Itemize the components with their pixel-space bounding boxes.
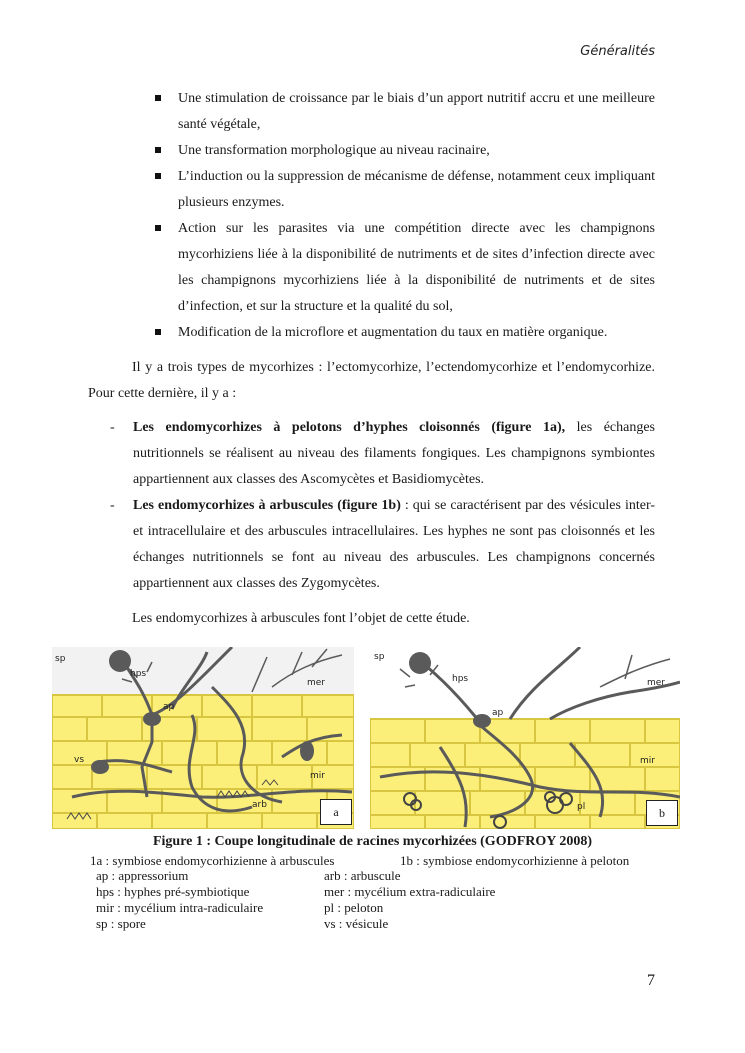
legend-item: sp : spore bbox=[96, 916, 146, 931]
list-item: Une transformation morphologique au niveau racinaire, bbox=[155, 138, 655, 164]
label-mir: mir bbox=[640, 756, 655, 766]
legend-right bbox=[324, 868, 495, 932]
list-item: Modification de la microflore et augmentation du taux en matière organique. bbox=[155, 320, 655, 346]
legend-item: pl : peloton bbox=[324, 900, 384, 915]
legend-item: mer : mycélium extra-radiculaire bbox=[324, 884, 496, 899]
dash-marker: - bbox=[110, 420, 115, 435]
figure-panel-a bbox=[52, 647, 354, 829]
bullet-list bbox=[155, 86, 655, 346]
running-header: Généralités bbox=[580, 44, 655, 59]
square-bullet-icon bbox=[155, 329, 161, 335]
label-sp: sp bbox=[374, 652, 385, 662]
label-ap: ap bbox=[492, 708, 504, 718]
label-vs: vs bbox=[74, 755, 85, 765]
figure-panel-b bbox=[370, 647, 680, 829]
label-arb: arb bbox=[252, 800, 267, 810]
label-sp: sp bbox=[55, 654, 66, 664]
closing-paragraph: Les endomycorhizes à arbuscules font l’objet de cette étude. bbox=[132, 611, 470, 626]
square-bullet-icon bbox=[155, 95, 161, 101]
type-item-pelotons: - Les endomycorhizes à pelotons d’hyphes cloisonnés (figure 1a), les échanges nutritionnels se réalisent au niveau des filaments fongiques. Les champignons symbiontes appartiennent aux classes des Ascomycètes et Basidiomycètes. bbox=[110, 415, 655, 493]
page-number: 7 bbox=[647, 972, 655, 989]
label-mer: mer bbox=[307, 678, 326, 688]
legend-item: arb : arbuscule bbox=[324, 868, 401, 883]
type-item-arbuscules: - Les endomycorhizes à arbuscules (figure 1b) : qui se caractérisent par des vésicules inter- et intracellulaire et des arbuscules intracellulaires. Les hyphes ne sont pas cloisonnés et les échanges nutritionnels se font au niveau des arbuscules. Les champignons concernés appartiennent aux classes des Zygomycètes. bbox=[110, 493, 655, 597]
panel-a-label: a bbox=[320, 799, 352, 825]
square-bullet-icon bbox=[155, 173, 161, 179]
subcaption-b: 1b : symbiose endomycorhizienne à peloton bbox=[400, 853, 630, 868]
legend-item: vs : vésicule bbox=[324, 916, 389, 931]
vesicle bbox=[300, 741, 314, 761]
root-section-diagram-b bbox=[370, 647, 680, 829]
dash-marker: - bbox=[110, 498, 115, 513]
square-bullet-icon bbox=[155, 225, 161, 231]
spore bbox=[109, 650, 131, 672]
label-pl: pl bbox=[577, 802, 586, 812]
type-title: Les endomycorhizes à arbuscules (figure 1b) bbox=[133, 498, 401, 513]
label-hps: hps bbox=[452, 674, 469, 684]
square-bullet-icon bbox=[155, 147, 161, 153]
legend-item: mir : mycélium intra-radiculaire bbox=[96, 900, 264, 915]
subcaption-a: 1a : symbiose endomycorhizienne à arbuscules bbox=[90, 853, 335, 868]
label-ap: ap bbox=[163, 702, 175, 712]
vesicle bbox=[91, 760, 109, 774]
panel-b-label: b bbox=[646, 800, 678, 826]
root-section-diagram-a bbox=[52, 647, 354, 829]
legend-item: hps : hyphes pré-symbiotique bbox=[96, 884, 250, 899]
legend-left bbox=[96, 868, 263, 932]
label-hps: hps bbox=[130, 669, 147, 679]
list-item: L’induction ou la suppression de mécanisme de défense, notamment ceux impliquant plusieurs enzymes. bbox=[155, 164, 655, 216]
spore bbox=[409, 652, 431, 674]
label-mer: mer bbox=[647, 678, 666, 688]
root-cells bbox=[370, 719, 680, 829]
legend-item: ap : appressorium bbox=[96, 868, 189, 883]
appressorium bbox=[143, 712, 161, 726]
figure-caption: Figure 1 : Coupe longitudinale de racines mycorhizées (GODFROY 2008) bbox=[152, 834, 593, 849]
label-mir: mir bbox=[310, 771, 325, 781]
list-item: Action sur les parasites via une compétition directe avec les champignons mycorhiziens liée à la disponibilité de nutriments et de sites d’infection directe avec les champignons mycorhiziens liée à la disponibilité de nutriments et de sites d’infection, et sur la structure et la qualité du sol, bbox=[155, 216, 655, 320]
list-item: Une stimulation de croissance par le biais d’un apport nutritif accru et une meilleure santé végétale, bbox=[155, 86, 655, 138]
appressorium bbox=[473, 714, 491, 728]
type-title: Les endomycorhizes à pelotons d’hyphes cloisonnés (figure 1a), bbox=[133, 420, 566, 435]
intro-paragraph: Il y a trois types de mycorhizes : l’ectomycorhize, l’ectendomycorhize et l’endomycorhize. Pour cette dernière, il y a : bbox=[88, 360, 655, 401]
